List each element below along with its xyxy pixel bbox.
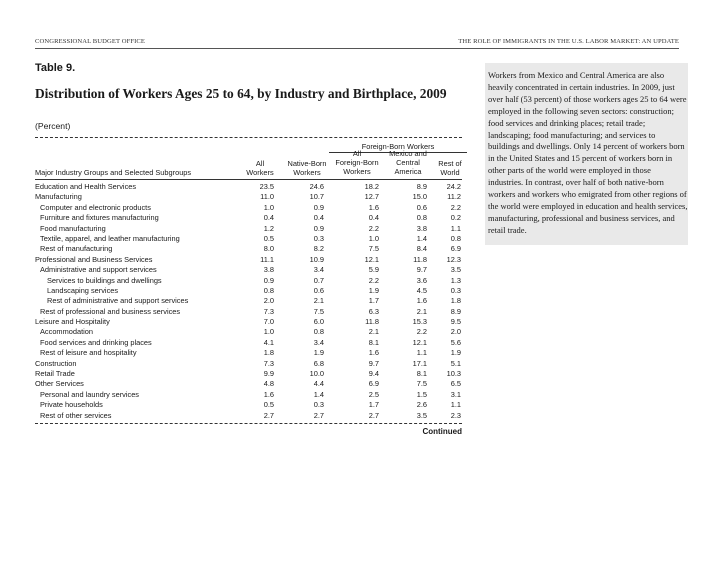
row-value: 8.9 [416, 182, 427, 191]
row-value: 4.4 [313, 379, 324, 389]
row-value: 2.0 [263, 296, 274, 306]
running-header-right: THE ROLE OF IMMIGRANTS IN THE U.S. LABOR MARKET: AN UPDATE [458, 38, 679, 45]
row-value: 0.9 [313, 223, 324, 233]
row-value: 11.0 [260, 192, 274, 202]
table-row [35, 265, 462, 275]
stub-header: Major Industry Groups and Selected Subgroups [35, 168, 192, 177]
row-value: 1.0 [263, 202, 274, 212]
row-value: 11.8 [413, 254, 427, 264]
row-value: 18.2 [364, 182, 379, 191]
table-row [35, 411, 462, 421]
row-label: Accommodation [40, 327, 93, 337]
row-value: 1.7 [368, 400, 379, 410]
row-value: 0.3 [313, 400, 324, 410]
col-header-native-born: Native-Born Workers [287, 159, 327, 177]
row-value: 24.2 [446, 182, 461, 191]
row-value: 0.7 [313, 275, 324, 285]
sidebar-text: Workers from Mexico and Central America are also heavily concentrated in certain industries. In 2009, just over half (53 percent) of those workers ages 25 to 64 were employed in the following seven sectors: construction; food services and drinking places; retail trade; landscaping; food manufacturing; and services to buildings and dwellings. Only 14 percent of workers born in the United States and 15 percent of workers born in other parts of the world were employed in those industries. In contrast, over half of both native-born workers and workers who emigrated from other regions of the world were employed in education and health services, manufacturing, professional and business services, and retail trade. [488, 70, 688, 235]
row-value: 1.8 [450, 296, 461, 306]
row-value: 0.3 [313, 233, 324, 243]
row-value: 1.9 [313, 348, 324, 358]
row-value: 3.8 [416, 223, 427, 233]
row-value: 1.1 [416, 348, 427, 358]
row-value: 3.1 [450, 389, 461, 399]
row-value: 12.7 [364, 192, 379, 202]
table-row [35, 234, 462, 244]
row-value: 2.2 [416, 327, 427, 337]
row-value: 1.9 [368, 285, 379, 295]
row-value: 2.6 [416, 400, 427, 410]
row-value: 1.7 [368, 296, 379, 306]
row-value: 11.8 [365, 317, 379, 327]
row-value: 1.0 [368, 233, 379, 243]
row-value: 4.5 [416, 285, 427, 295]
row-value: 1.1 [450, 223, 461, 233]
row-value: 2.7 [263, 410, 274, 420]
row-value: 2.2 [368, 275, 379, 285]
row-value: 7.5 [368, 244, 379, 254]
row-value: 0.8 [450, 233, 461, 243]
row-value: 8.9 [450, 306, 461, 316]
row-value: 0.8 [416, 213, 427, 223]
row-value: 0.4 [263, 213, 274, 223]
running-header-left: CONGRESSIONAL BUDGET OFFICE [35, 38, 146, 45]
row-value: 3.5 [450, 265, 461, 275]
row-value: 0.5 [263, 233, 274, 243]
data-table [35, 137, 462, 436]
row-value: 3.4 [313, 265, 324, 275]
table-row [35, 369, 462, 379]
table-header [35, 138, 462, 180]
table-row [35, 327, 462, 337]
row-value: 8.1 [416, 369, 427, 379]
row-value: 1.6 [416, 296, 427, 306]
row-value: 0.3 [450, 285, 461, 295]
row-label: Education and Health Services [35, 182, 137, 191]
row-value: 1.6 [263, 389, 274, 399]
row-value: 5.1 [450, 358, 461, 368]
row-label: Retail Trade [35, 369, 75, 379]
row-value: 10.0 [309, 369, 324, 379]
table-row [35, 203, 462, 213]
col-header-all-workers: All Workers [246, 159, 274, 177]
row-value: 1.2 [263, 223, 274, 233]
row-value: 6.3 [368, 306, 379, 316]
row-value: 0.6 [313, 285, 324, 295]
row-value: 1.4 [416, 233, 427, 243]
row-label: Food services and drinking places [40, 337, 152, 347]
row-value: 1.8 [263, 348, 274, 358]
row-value: 7.5 [416, 379, 427, 389]
table-row [35, 307, 462, 317]
row-value: 0.9 [263, 275, 274, 285]
row-value: 7.0 [263, 317, 274, 327]
row-value: 23.5 [259, 182, 274, 191]
table-row [35, 359, 462, 369]
row-value: 7.3 [263, 306, 274, 316]
row-label: Private households [40, 400, 103, 410]
table-row [35, 390, 462, 400]
row-value: 0.8 [313, 327, 324, 337]
row-value: 2.2 [368, 223, 379, 233]
row-value: 12.1 [412, 337, 427, 347]
row-label: Construction [35, 358, 77, 368]
row-value: 3.5 [416, 410, 427, 420]
row-value: 11.2 [447, 192, 461, 202]
row-label: Furniture and fixtures manufacturing [40, 213, 159, 223]
table-title: Distribution of Workers Ages 25 to 64, by Industry and Birthplace, 2009 [35, 86, 447, 101]
row-value: 0.4 [313, 213, 324, 223]
row-value: 3.8 [263, 265, 274, 275]
row-value: 15.0 [412, 192, 427, 202]
row-value: 1.9 [450, 348, 461, 358]
row-label: Rest of professional and business services [40, 306, 181, 316]
foreign-born-header: Foreign-Born Workers [361, 142, 435, 151]
row-value: 7.3 [263, 358, 274, 368]
row-value: 8.2 [313, 244, 324, 254]
row-value: 6.9 [450, 244, 461, 254]
col-header-fb-all: All Foreign-Born Workers [335, 149, 379, 176]
table-row [35, 348, 462, 358]
row-value: 1.0 [263, 327, 274, 337]
row-value: 10.3 [446, 369, 461, 379]
row-value: 1.4 [313, 389, 324, 399]
row-value: 2.7 [368, 410, 379, 420]
row-value: 1.1 [450, 400, 461, 410]
table-units: (Percent) [35, 121, 71, 131]
row-value: 9.7 [368, 358, 379, 368]
row-value: 2.1 [368, 327, 379, 337]
row-value: 8.4 [416, 244, 427, 254]
row-value: 1.3 [450, 275, 461, 285]
row-value: 17.1 [412, 358, 427, 368]
row-value: 0.2 [450, 213, 461, 223]
row-value: 2.1 [416, 306, 427, 316]
table-row [35, 317, 462, 327]
row-label: Rest of administrative and support services [47, 296, 189, 306]
row-value: 2.3 [450, 410, 461, 420]
table-row [35, 400, 462, 410]
row-value: 1.6 [368, 202, 379, 212]
row-value: 0.5 [263, 400, 274, 410]
table-row [35, 296, 462, 306]
row-label: Rest of other services [40, 410, 112, 420]
row-value: 2.1 [313, 296, 324, 306]
table-row [35, 286, 462, 296]
row-label: Administrative and support services [40, 265, 157, 275]
row-value: 3.4 [313, 337, 324, 347]
row-value: 5.9 [368, 265, 379, 275]
row-value: 6.5 [450, 379, 461, 389]
row-value: 9.5 [450, 317, 461, 327]
row-label: Personal and laundry services [40, 389, 140, 399]
row-value: 10.7 [309, 192, 324, 202]
row-value: 7.5 [313, 306, 324, 316]
row-value: 2.5 [368, 389, 379, 399]
row-value: 2.2 [450, 202, 461, 212]
row-value: 0.9 [313, 202, 324, 212]
row-value: 6.9 [368, 379, 379, 389]
row-label: Computer and electronic products [40, 202, 151, 212]
row-label: Professional and Business Services [35, 254, 153, 264]
row-value: 6.8 [313, 358, 324, 368]
table-body [35, 180, 462, 421]
row-value: 12.3 [446, 254, 461, 264]
table-row [35, 276, 462, 286]
table-row [35, 379, 462, 389]
row-value: 11.1 [260, 254, 274, 264]
row-value: 1.5 [416, 389, 427, 399]
table-row [35, 244, 462, 254]
row-label: Services to buildings and dwellings [47, 275, 162, 285]
row-value: 4.8 [263, 379, 274, 389]
row-value: 8.1 [368, 337, 379, 347]
row-label: Textile, apparel, and leather manufacturing [40, 233, 180, 243]
table-row [35, 255, 462, 265]
row-label: Manufacturing [35, 192, 82, 202]
row-value: 3.6 [416, 275, 427, 285]
row-value: 6.0 [313, 317, 324, 327]
row-value: 15.3 [412, 317, 427, 327]
header-rule [35, 48, 679, 49]
table-row [35, 213, 462, 223]
row-value: 0.8 [263, 285, 274, 295]
row-value: 0.4 [368, 213, 379, 223]
row-label: Other Services [35, 379, 84, 389]
row-value: 2.0 [450, 327, 461, 337]
row-value: 9.9 [263, 369, 274, 379]
row-label: Leisure and Hospitality [35, 317, 110, 327]
row-value: 4.1 [263, 337, 274, 347]
row-label: Rest of manufacturing [40, 244, 113, 254]
row-label: Food manufacturing [40, 223, 106, 233]
col-header-fb-rest: Rest of World [438, 159, 462, 177]
row-label: Rest of leisure and hospitality [40, 348, 137, 358]
table-row [35, 192, 462, 202]
row-value: 2.7 [313, 410, 324, 420]
col-header-fb-mexico: Mexico and Central America [389, 149, 427, 176]
table-row [35, 182, 462, 192]
row-value: 24.6 [309, 182, 324, 191]
row-value: 12.1 [364, 254, 379, 264]
row-value: 0.6 [416, 202, 427, 212]
row-value: 9.7 [416, 265, 427, 275]
table-label: Table 9. [35, 62, 76, 74]
table-row [35, 224, 462, 234]
row-value: 10.9 [309, 254, 324, 264]
table-row [35, 338, 462, 348]
row-value: 1.6 [368, 348, 379, 358]
sidebar-box [485, 63, 688, 245]
row-label: Landscaping services [47, 285, 119, 295]
row-value: 9.4 [368, 369, 379, 379]
row-value: 8.0 [263, 244, 274, 254]
row-value: 5.6 [450, 337, 461, 347]
continued-label: Continued [422, 426, 462, 436]
